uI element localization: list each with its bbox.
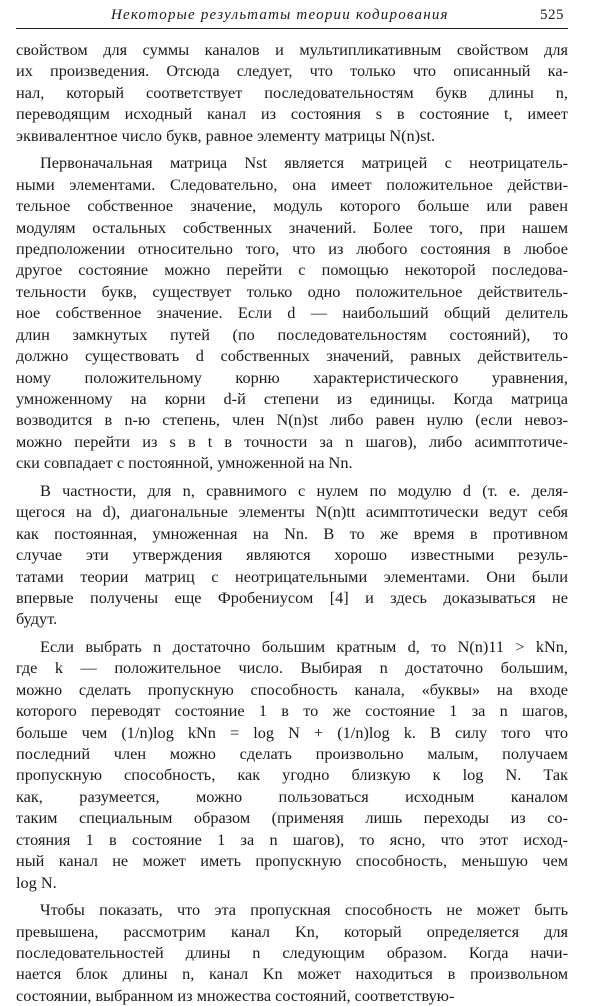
text-line: больше чем (1/n)log kNn = log N + (1/n)log k. В силу того что xyxy=(16,722,568,742)
text-line: нал, который соответствует последовательностям букв длины n, xyxy=(16,82,568,102)
text-line: таким специальным образом (применяя лишь переходы из со- xyxy=(16,808,568,828)
text-line: Чтобы показать, что эта пропускная способность не может быть xyxy=(40,900,568,920)
text-line: тельности букв, существует только одно положительное действитель- xyxy=(16,281,568,301)
text-line: предположении относительно того, что из любого состояния в любое xyxy=(16,238,568,258)
paragraph xyxy=(16,636,568,893)
text-line: ное собственное значение. Если d — наибольший общий делитель xyxy=(16,303,568,323)
text-line: возводится в n-ю степень, член N(n)st либо равен нулю (если невоз- xyxy=(16,410,568,430)
text-line: которого переводят состояние 1 в то же состояние 1 за n шагов, xyxy=(16,701,568,721)
text-line: их произведения. Отсюда следует, что только что описанный ка- xyxy=(16,61,568,81)
book-page xyxy=(16,4,568,1006)
paragraph xyxy=(16,480,568,630)
text-line: длин замкнутых путей (по последовательностям состояний), то xyxy=(16,324,568,344)
text-line: ному положительному корню характеристического уравнения, xyxy=(16,367,568,387)
text-line: свойством для суммы каналов и мультипликативным свойством для xyxy=(16,40,568,59)
text-line: татами теории матриц с неотрицательными элементами. Они были xyxy=(16,566,568,586)
text-line: другое состояние можно перейти с помощью некоторой последова- xyxy=(16,260,568,280)
text-line: Если выбрать n достаточно большим кратным d, то N(n)11 > kNn, xyxy=(40,636,568,656)
text-line: тельное собственное значение, модуль которого больше или равен xyxy=(16,196,568,216)
running-title: Некоторые результаты теории кодирования xyxy=(111,7,449,23)
paragraph xyxy=(16,899,568,1006)
text-line: превышена, рассмотрим канал Kn, который определяется для xyxy=(16,921,568,941)
text-line: модулям остальных собственных значений. Более того, при нашем xyxy=(16,217,568,237)
text-line: Первоначальная матрица Nst является матрицей с неотрицатель- xyxy=(40,153,568,173)
text-line: щегося на d), диагональные элементы N(n)tt асимптотически ведут себя xyxy=(16,502,568,522)
text-line: впервые получены еще Фробениусом [4] и здесь доказываться не xyxy=(16,587,568,607)
running-header xyxy=(16,4,568,29)
page-body xyxy=(16,39,568,1006)
text-line: последовательностей длины n следующим образом. Когда начи- xyxy=(16,942,568,962)
text-line: пропускную способность, как угодно близкую к log N. Так xyxy=(16,765,568,785)
text-line: случае эти утверждения являются хорошо известными резуль- xyxy=(16,545,568,565)
text-line: будут. xyxy=(16,609,58,629)
text-line: log N. xyxy=(16,872,57,892)
text-line: ски совпадает с постоянной, умноженной на Nn. xyxy=(16,453,353,473)
text-line: эквивалентное число букв, равное элементу матрицы N(n)st. xyxy=(16,125,436,145)
text-line: умноженному на корни d-й степени из единицы. Когда матрица xyxy=(16,389,568,408)
text-line: стояния 1 в состояние 1 за n шагов), то ясно, что этот исход- xyxy=(16,829,568,849)
text-line: ными элементами. Следовательно, она имеет положительное действи- xyxy=(16,174,568,194)
text-line: где k — положительное число. Выбирая n достаточно большим, xyxy=(16,658,568,678)
paragraph xyxy=(16,152,568,474)
text-line: состоянии, выбранном из множества состояний, соответствую- xyxy=(16,985,455,1005)
text-line: переводящим исходный канал из состояния s в состояние t, имеет xyxy=(16,104,568,124)
text-line: можно сделать пропускную способность канала, «буквы» на входе xyxy=(16,679,568,699)
text-line: должно существовать d собственных значений, равных действитель- xyxy=(16,346,568,366)
page-number: 525 xyxy=(540,7,564,23)
text-line: как, разумеется, можно пользоваться исходным каналом xyxy=(16,786,568,806)
text-line: В частности, для n, сравнимого с нулем по модулю d (т. е. деля- xyxy=(40,480,568,500)
text-line: последний член можно сделать произвольно малым, получаем xyxy=(16,744,568,763)
paragraph xyxy=(16,39,568,146)
text-line: ный канал не может иметь пропускную способность, меньшую чем xyxy=(16,851,568,871)
text-line: можно перейти из s в t в точности за n шагов), либо асимптотиче- xyxy=(16,431,568,451)
text-line: как постоянная, умноженная на Nn. В то же время в противном xyxy=(16,523,568,543)
text-line: нается блок длины n, канал Kn может находиться в произвольном xyxy=(16,964,568,984)
